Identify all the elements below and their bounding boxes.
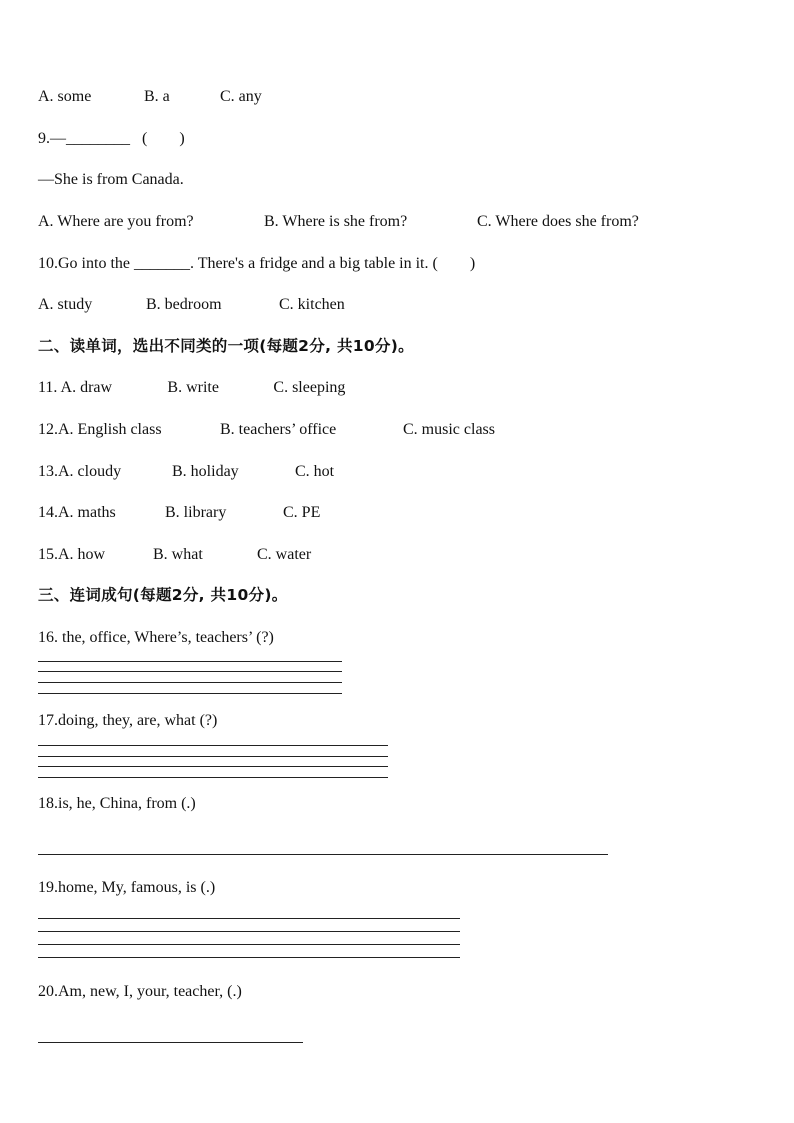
q20-answer-line[interactable]: [38, 1042, 303, 1043]
q9-stem: [38, 129, 185, 149]
q10-option-a: A. study: [38, 296, 93, 313]
q8-option-a: A. some: [38, 88, 92, 105]
q11-option-c: C. sleeping: [273, 379, 346, 396]
q16-number: 16: [38, 629, 54, 646]
q13-option-a: .A. cloudy: [54, 463, 122, 480]
q11: [38, 378, 345, 398]
q14-option-a: .A. maths: [54, 504, 116, 521]
q9-answer-paren: ( ): [142, 130, 185, 147]
q9-blank: ________: [66, 130, 130, 147]
q9-options: [38, 212, 639, 232]
q16-answer-line-3[interactable]: [38, 682, 342, 683]
q16: [38, 628, 274, 648]
q19-answer-line-4[interactable]: [38, 957, 460, 958]
q9-answer-line: —She is from Canada.: [38, 171, 184, 188]
q16-answer-line-4[interactable]: [38, 693, 342, 694]
q15-option-b: B. what: [153, 546, 203, 563]
q17-answer-line-1[interactable]: [38, 745, 388, 746]
q19-answer-line-2[interactable]: [38, 931, 460, 932]
q11-option-b: B. write: [167, 379, 219, 396]
q16-words: . the, office, Where’s, teachers’ (?): [54, 629, 274, 646]
q10-option-c: C. kitchen: [279, 296, 345, 313]
q18-words: .is, he, China, from (.): [54, 795, 196, 812]
q14: [38, 503, 320, 523]
q16-answer-line-1[interactable]: [38, 661, 342, 662]
q19-answer-line-1[interactable]: [38, 918, 460, 919]
q11-number: 11: [38, 379, 54, 396]
q15-option-a: .A. how: [54, 546, 106, 563]
q11-option-a: . A. draw: [53, 379, 113, 396]
q20-number: 20: [38, 983, 54, 1000]
q20: [38, 982, 242, 1002]
q10-option-b: B. bedroom: [146, 296, 222, 313]
q8-option-c: C. any: [220, 88, 262, 105]
q20-words: .Am, new, I, your, teacher, (.): [54, 983, 242, 1000]
q10-options: [38, 295, 345, 315]
q15-number: 15: [38, 546, 54, 563]
q19-answer-line-3[interactable]: [38, 944, 460, 945]
q9-option-b: B. Where is she from?: [264, 213, 408, 230]
q19: [38, 878, 215, 898]
q14-option-b: B. library: [165, 504, 227, 521]
section2-heading: 二、读单词，选出不同类的一项(每题2分, 共10分)。: [38, 337, 414, 355]
q17-answer-line-4[interactable]: [38, 777, 388, 778]
q8-option-b: B. a: [144, 88, 170, 105]
q18: [38, 794, 196, 814]
q13-option-b: B. holiday: [172, 463, 239, 480]
q19-words: .home, My, famous, is (.): [54, 879, 216, 896]
q14-option-c: C. PE: [283, 504, 321, 521]
q8-options: [38, 87, 262, 107]
q17-answer-line-3[interactable]: [38, 766, 388, 767]
q17-answer-line-2[interactable]: [38, 756, 388, 757]
q10-stem: 10.Go into the _______. There's a fridge and a big table in it. ( ): [38, 255, 476, 272]
q19-number: 19: [38, 879, 54, 896]
section3-heading: 三、连词成句(每题2分, 共10分)。: [38, 586, 288, 604]
q17-number: 17: [38, 712, 54, 729]
q9-option-c: C. Where does she from?: [477, 213, 639, 230]
q12-number: 12: [38, 421, 54, 438]
q14-number: 14: [38, 504, 54, 521]
q12: [38, 420, 495, 440]
q12-option-b: B. teachers’ office: [220, 421, 337, 438]
q12-option-a: .A. English class: [54, 421, 162, 438]
q18-number: 18: [38, 795, 54, 812]
q13-number: 13: [38, 463, 54, 480]
q16-answer-line-2[interactable]: [38, 671, 342, 672]
q13: [38, 462, 334, 482]
q18-answer-line[interactable]: [38, 854, 608, 855]
q17-words: .doing, they, are, what (?): [54, 712, 218, 729]
q17: [38, 711, 217, 731]
q15: [38, 545, 311, 565]
q13-option-c: C. hot: [295, 463, 335, 480]
q9-prefix: 9.—: [38, 130, 66, 147]
q9-option-a: A. Where are you from?: [38, 213, 194, 230]
q15-option-c: C. water: [257, 546, 312, 563]
q12-option-c: C. music class: [403, 421, 495, 438]
